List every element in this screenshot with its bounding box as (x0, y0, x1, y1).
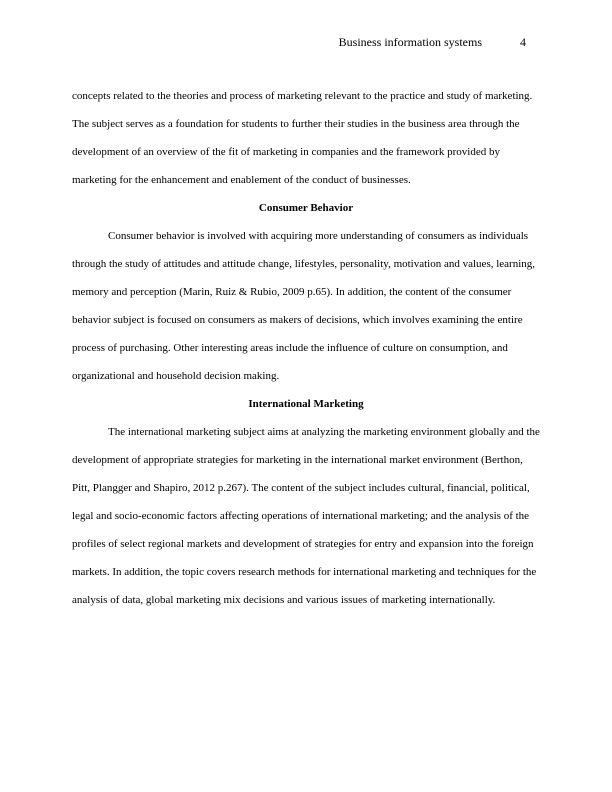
running-head-title: Business information systems (338, 35, 482, 49)
consumer-behavior-paragraph: Consumer behavior is involved with acquiring more understanding of consumers as individuals through the study of attitudes and attitude change, lifestyles, personality, motivation and values, learning, memory and perception (Marin, Ruiz & Rubio, 2009 p.65). In addition, the content of the consumer behavior subject is focused on consumers as makers of decisions, which involves examining the entire process of purchasing. Other interesting areas include the influence of culture on consumption, and organizational and household decision making. (72, 230, 536, 382)
page-number: 4 (520, 35, 526, 49)
body-text (72, 82, 540, 614)
running-head (339, 34, 526, 50)
international-marketing-paragraph: The international marketing subject aims at analyzing the marketing environment globally and the development of appropriate strategies for marketing in the international market environment (Berthon, Pitt, Plangger and Shapiro, 2012 p.267). The content of the subject includes cultural, financial, political, legal and socio-economic factors affecting operations of international marketing; and the analysis of the profiles of select regional markets and development of strategies for entry and expansion into the foreign markets. In addition, the topic covers research methods for international marketing and techniques for the analysis of data, global marketing mix decisions and various issues of marketing internationally. (72, 426, 540, 606)
continuation-paragraph: concepts related to the theories and process of marketing relevant to the practice and study of marketing. The subject serves as a foundation for students to further their studies in the business area through the development of an overview of the fit of marketing in companies and the framework provided by marketing for the enhancement and enablement of the conduct of businesses. (72, 90, 533, 186)
international-marketing-heading: International Marketing (248, 398, 364, 410)
consumer-behavior-heading: Consumer Behavior (258, 202, 354, 214)
